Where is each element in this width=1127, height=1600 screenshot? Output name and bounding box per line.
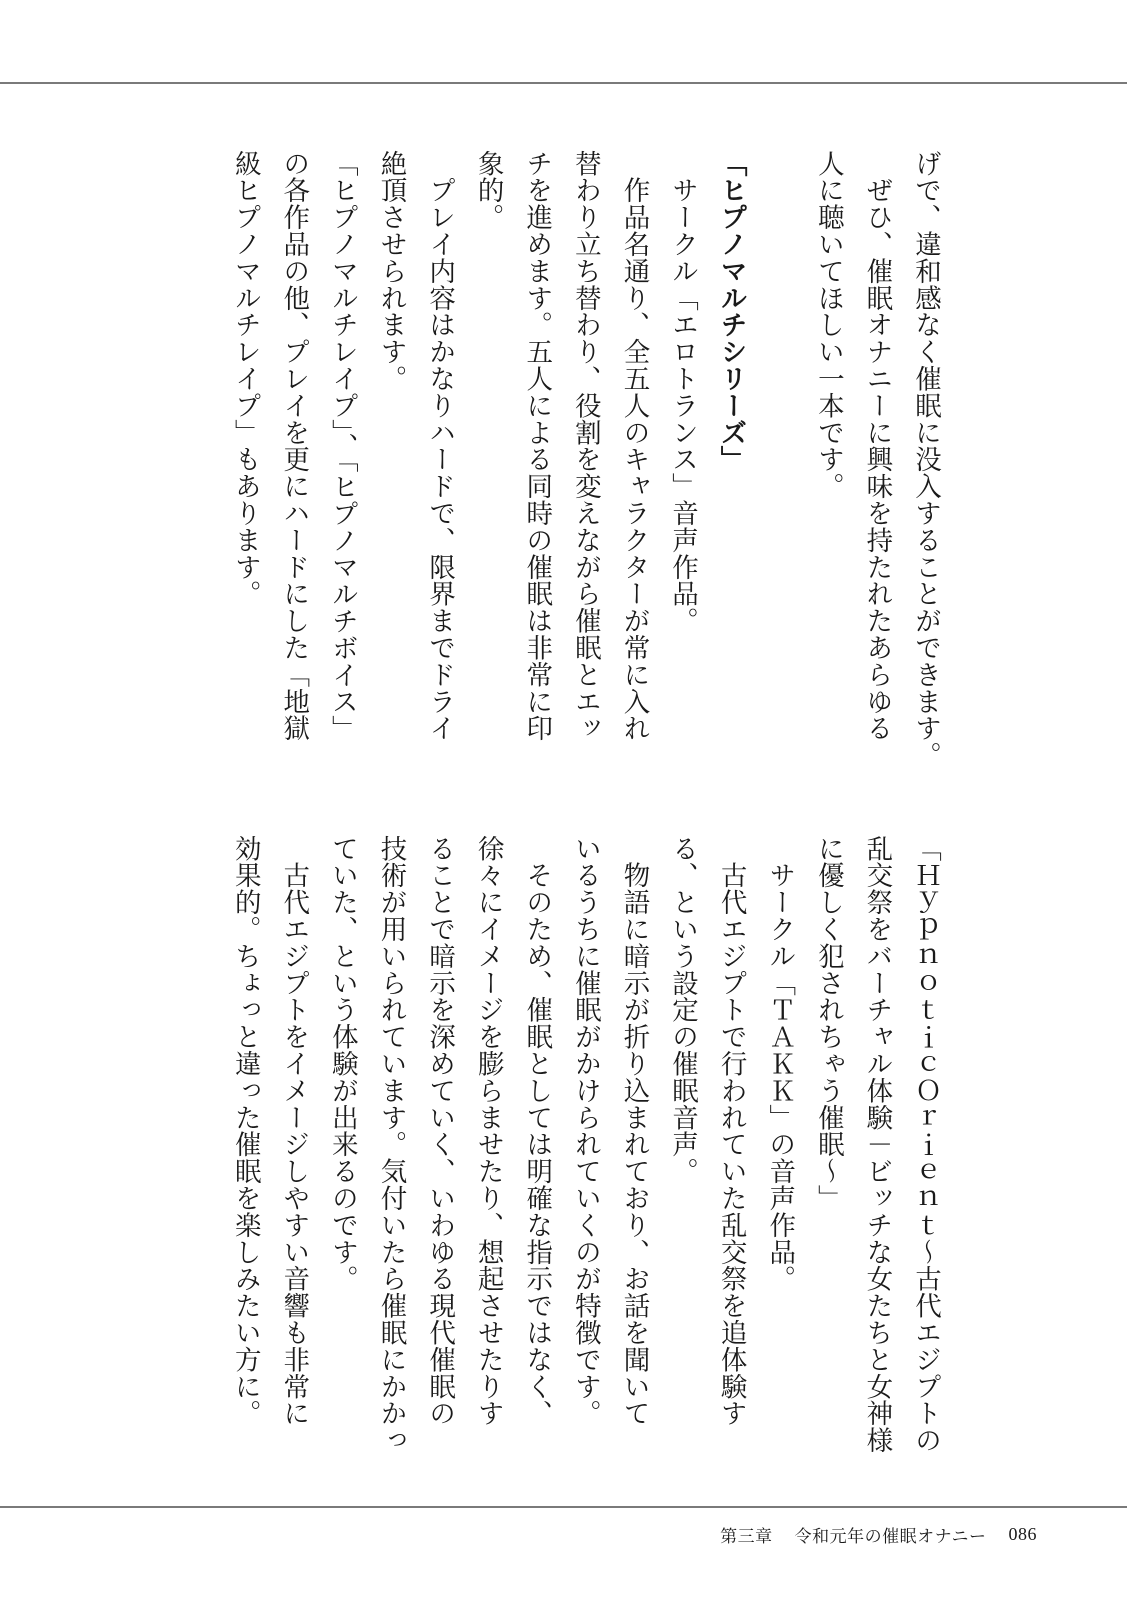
page-number: 086 [1008, 1523, 1037, 1544]
text-line: ていた、という体験が出来るのです。 [326, 835, 358, 1293]
text-line: 級ヒプノマルチレイプ」もあります。 [229, 150, 261, 608]
text-line: そのため、催眠としては明確な指示ではなく、 [521, 835, 553, 1427]
text-line: サークル「ＴＡＫＫ」の音声作品。 [764, 835, 796, 1293]
text-line: 徐々にイメージを膨らませたり、想起させたりす [472, 835, 504, 1427]
text-line: ることで暗示を深めていく、いわゆる現代催眠の [424, 835, 456, 1427]
text-line: 「ヒプノマルチレイプ」、「ヒプノマルチボイス」 [326, 150, 358, 743]
text-line: サークル「エロトランス」音声作品。 [667, 150, 699, 635]
text-line: 人に聴いてほしい一本です。 [812, 150, 844, 500]
header-rule [0, 82, 1127, 84]
text-line: 象的。 [472, 150, 504, 231]
section-heading: 「ヒプノマルチシリーズ」 [715, 150, 747, 473]
text-line: 技術が用いられています。気付いたら催眠にかかっ [375, 835, 407, 1454]
text-line: に優しく犯されちゃう催眠～」 [812, 835, 844, 1212]
chapter-title: 令和元年の催眠オナニー [794, 1526, 987, 1547]
text-line: ぜひ、催眠オナニーに興味を持たれたあらゆる [861, 150, 893, 742]
text-line: 作品名通り、全五人のキャラクターが常に入れ [618, 150, 650, 742]
text-line: の各作品の他、プレイを更にハードにした「地獄 [278, 150, 310, 742]
text-line: 「ＨｙｐｎｏｔｉｃＯｒｉｅｎｔ～古代エジプトの [910, 835, 941, 1454]
text-line: プレイ内容はかなりハードで、限界までドライ [424, 150, 456, 742]
text-line: 乱交祭をバーチャル体験－ビッチな女たちと女神様 [861, 835, 893, 1454]
text-line: 絶頂させられます。 [375, 150, 407, 393]
text-line: 替わり立ち替わり、役割を変えながら催眠とエッ [569, 150, 601, 742]
footer-rule [0, 1506, 1127, 1508]
chapter-number: 第三章 [720, 1526, 773, 1547]
text-line: チを進めます。五人による同時の催眠は非常に印 [521, 150, 553, 742]
text-line: 物語に暗示が折り込まれており、お話を聞いて [618, 835, 650, 1427]
text-line: る、という設定の催眠音声。 [667, 835, 699, 1185]
text-line: 古代エジプトで行われていた乱交祭を追体験す [715, 835, 747, 1427]
text-line: いるうちに催眠がかけられていくのが特徴です。 [569, 835, 601, 1427]
lower-text-block [220, 835, 949, 1455]
upper-text-block [220, 150, 949, 770]
page-footer [720, 1519, 1037, 1549]
text-line: 効果的。ちょっと違った催眠を楽しみたい方に。 [229, 835, 261, 1427]
text-line: 古代エジプトをイメージしやすい音響も非常に [278, 835, 310, 1427]
text-line: げで、違和感なく催眠に没入することができます。 [910, 150, 941, 769]
